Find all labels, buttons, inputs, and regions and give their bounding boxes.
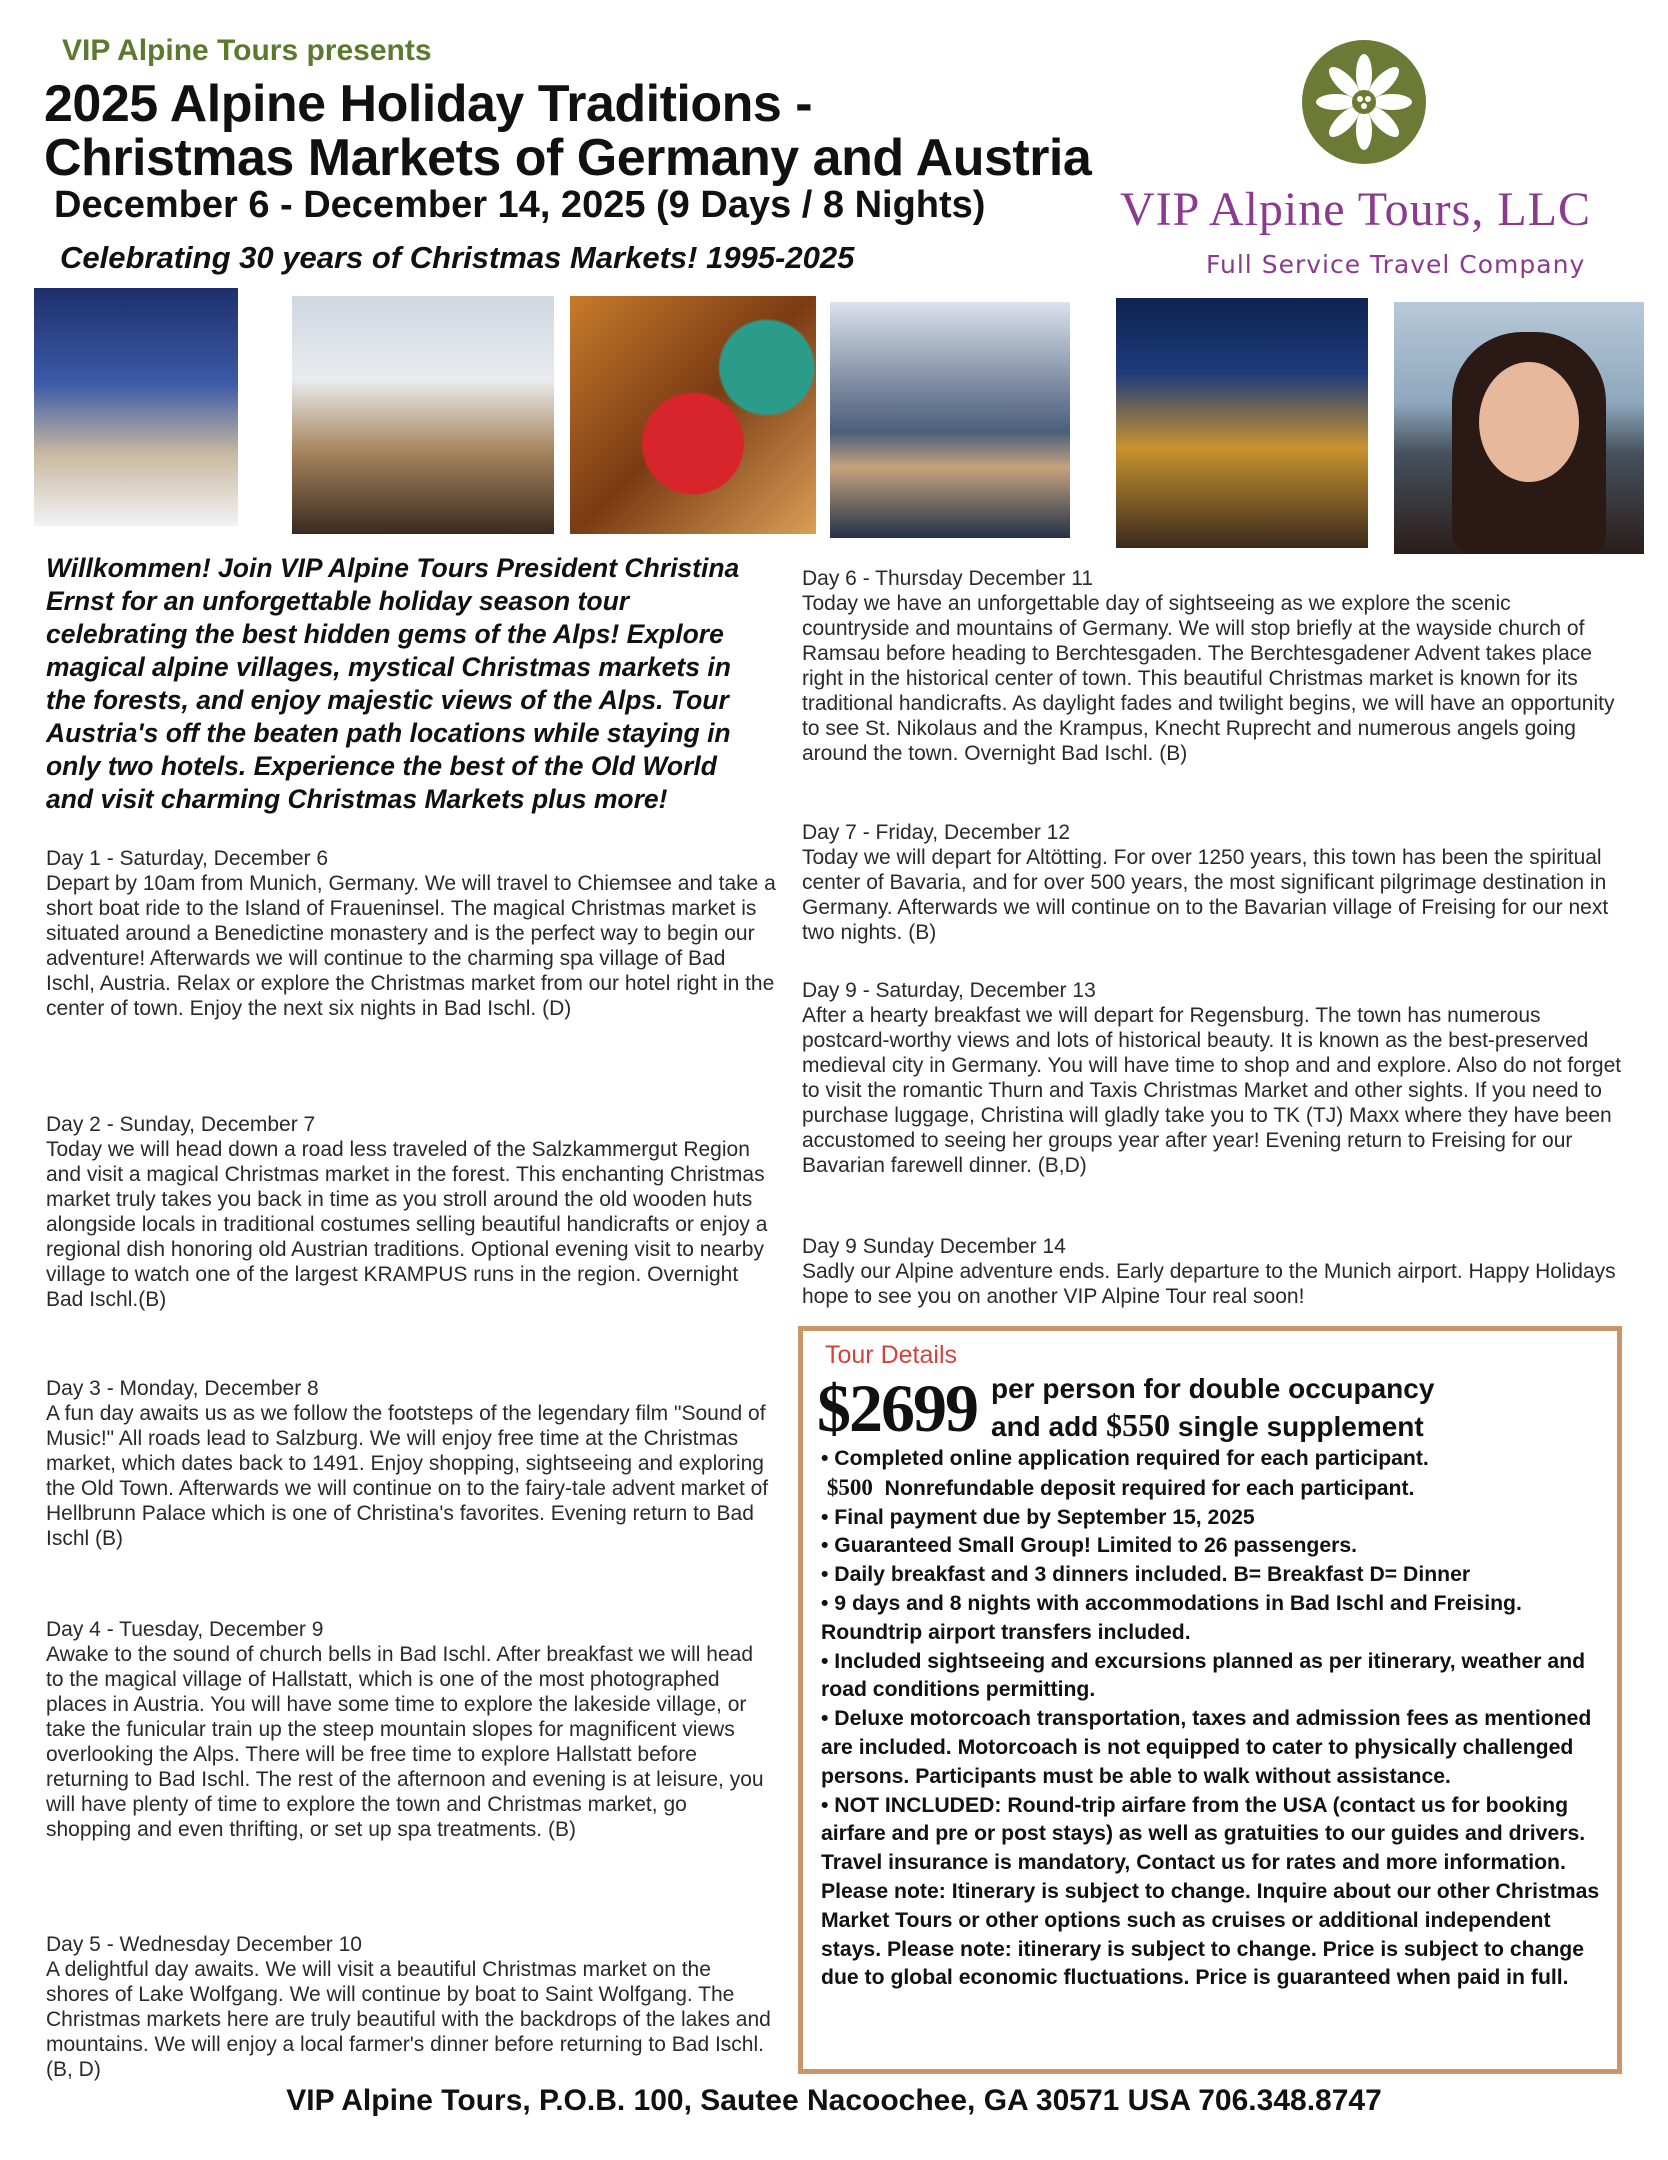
day-heading: Day 3 - Monday, December 8	[46, 1377, 319, 1400]
list-item: • NOT INCLUDED: Round-trip airfare from the USA (contact us for booking airfare and pre or post stays) as well as gratuities to our guides and drivers. Travel insurance is mandatory, Contact us for rates and more information. Please note: Itinerary is subject to change. Inquire about our other Christmas Market Tours or other options such as cruises or additional independent stays. Please note: itinerary is subject to change. Price is subject to change due to global economic fluctuations. Price is guaranteed when paid in full.	[821, 1793, 1600, 1990]
price-description: per person for double occupancy	[991, 1373, 1435, 1404]
list-item: • Completed online application required for each participant.	[821, 1447, 1429, 1470]
single-supplement-price: $550	[1106, 1407, 1171, 1443]
tour-dates: December 6 - December 14, 2025 (9 Days / 8 Nights)	[54, 184, 986, 226]
itinerary-day	[46, 1112, 776, 1312]
list-item: • Deluxe motorcoach transportation, taxes and admission fees as mentioned are included. Motorcoach is not equipped to cater to physically challenged persons. Participants must be able to walk without assistance.	[821, 1707, 1592, 1788]
list-item	[821, 1474, 1611, 1504]
footer-address: VIP Alpine Tours, P.O.B. 100, Sautee Nacoochee, GA 30571 USA 706.348.8747	[286, 2084, 1382, 2117]
deposit-text: Nonrefundable deposit required for each participant.	[884, 1476, 1415, 1500]
company-tagline: Full Service Travel Company	[1206, 250, 1586, 279]
photo-horse-sleigh-advent	[292, 296, 554, 534]
edelweiss-icon	[1302, 40, 1426, 164]
day-heading: Day 2 - Sunday, December 7	[46, 1113, 316, 1136]
day-text: Depart by 10am from Munich, Germany. We will travel to Chiemsee and take a short boat ride to the Island of Fraueninsel. The magical Christmas market is situated around a Benedictine monastery and is the perfect way to begin our adventure! Afterwards we will continue to the charming spa village of Bad Ischl, Austria. Relax or explore the Christmas market from our hotel right in the center of town. Enjoy the next six nights in Bad Ischl. (D)	[46, 872, 776, 1020]
photo-christina-portrait	[1394, 302, 1644, 554]
day-heading: Day 4 - Tuesday, December 9	[46, 1618, 324, 1641]
itinerary-day	[46, 1617, 776, 1842]
list-item: • Daily breakfast and 3 dinners included. B= Breakfast D= Dinner	[821, 1563, 1471, 1587]
day-text: Sadly our Alpine adventure ends. Early departure to the Munich airport. Happy Holidays hope to see you on another VIP Alpine Tour real soon!	[802, 1260, 1616, 1308]
itinerary-day	[46, 1376, 776, 1551]
tour-price: $2699	[817, 1370, 977, 1446]
photo-christmas-street-lights	[1116, 298, 1368, 548]
anniversary-tagline: Celebrating 30 years of Christmas Markets! 1995-2025	[60, 240, 855, 275]
day-heading: Day 9 Sunday December 14	[802, 1235, 1066, 1258]
tour-details-box	[798, 1326, 1622, 2074]
itinerary-day	[802, 820, 1622, 945]
portrait-face	[1479, 362, 1579, 482]
list-item: • 9 days and 8 nights with accommodations in Bad Ischl and Freising. Roundtrip airport transfers included.	[821, 1591, 1522, 1644]
day-text: After a hearty breakfast we will depart for Regensburg. The town has numerous postcard-worthy views and lots of historical beauty. It is known as the best-preserved medieval city in Germany. You will have time to shop and and explore. Also do not forget to visit the romantic Thurn and Taxis Christmas Market and other sights. If you need to purchase luggage, Christina will gladly take you to TK (TJ) Maxx where they have been accustomed to seeing her groups year after year! Evening return to Freising for our Bavarian farewell dinner. (B,D)	[802, 1004, 1622, 1177]
day-text: Today we will head down a road less traveled of the Salzkammergut Region and visit a magical Christmas market in the forest. This enchanting Christmas market truly takes you back in time as you stroll around the old wooden huts alongside locals in traditional costumes selling beautiful handicrafts or enjoy a regional dish honoring old Austrian traditions. Optional evening visit to nearby village to watch one of the largest KRAMPUS runs in the region. Overnight Bad Ischl.(B)	[46, 1138, 768, 1311]
tour-details-list	[821, 1445, 1611, 1993]
day-heading: Day 1 - Saturday, December 6	[46, 847, 329, 870]
presents-line: VIP Alpine Tours presents	[62, 34, 432, 67]
day-heading: Day 7 - Friday, December 12	[802, 821, 1071, 844]
day-text: Awake to the sound of church bells in Bad Ischl. After breakfast we will head to the magical village of Hallstatt, which is one of the most photographed places in Austria. You will have some time to explore the lakeside village, or take the funicular train up the steep mountain slopes for magnificent views overlooking the Alps. There will be free time to explore Hallstatt before returning to Bad Ischl. The rest of the afternoon and evening is at leisure, you will have plenty of time to explore the town and Christmas market, go shopping and even thrifting, or set up spa treatments. (B)	[46, 1643, 764, 1841]
photo-ornaments-heart	[570, 296, 816, 534]
list-item: • Guaranteed Small Group! Limited to 26 passengers.	[821, 1534, 1358, 1558]
day-heading: Day 9 - Saturday, December 13	[802, 979, 1096, 1002]
supplement-post: single supplement	[1177, 1411, 1424, 1442]
itinerary-day	[46, 846, 776, 1021]
title-line-2: Christmas Markets of Germany and Austria	[44, 129, 1092, 187]
day-text: A delightful day awaits. We will visit a beautiful Christmas market on the shores of Lake Wolfgang. We will continue by boat to Saint Wolfgang. The Christmas markets here are truly beautiful with the backdrops of the lakes and mountains. We will enjoy a local farmer's dinner before returning to Bad Ischl. (B, D)	[46, 1958, 771, 2081]
list-item: • Included sightseeing and excursions planned as per itinerary, weather and road conditions permitting.	[821, 1649, 1586, 1702]
photo-hallstatt-lake	[830, 302, 1070, 538]
supplement-line	[991, 1407, 1424, 1444]
photo-salzburg-winter	[34, 288, 238, 526]
day-heading: Day 5 - Wednesday December 10	[46, 1933, 362, 1956]
deposit-amount: $500	[826, 1474, 873, 1500]
day-text: Today we will depart for Altötting. For over 1250 years, this town has been the spiritual center of Bavaria, and for over 500 years, the most significant pilgrimage destination in Germany. Afterwards we will continue on to the Bavarian village of Freising for our next two nights. (B)	[802, 846, 1609, 944]
itinerary-day	[802, 1234, 1622, 1309]
day-text: Today we have an unforgettable day of sightseeing as we explore the scenic countryside and mountains of Germany. We will stop briefly at the wayside church of Ramsau before heading to Berchtesgaden. The Berchtesgadener Advent takes place right in the historical center of town. This beautiful Christmas market is known for its traditional handicrafts. As daylight fades and twilight begins, we will have an opportunity to see St. Nikolaus and the Krampus, Knecht Ruprecht and numerous angels going around the town. Overnight Bad Ischl. (B)	[802, 592, 1615, 765]
tour-details-label: Tour Details	[825, 1341, 957, 1369]
intro-paragraph: Willkommen! Join VIP Alpine Tours President Christina Ernst for an unforgettable holiday season tour celebrating the best hidden gems of the Alps! Explore magical alpine villages, mystical Christmas markets in the forests, and enjoy majestic views of the Alps. Tour Austria's off the beaten path locations while staying in only two hotels. Experience the best of the Old World and visit charming Christmas Markets plus more!	[46, 553, 740, 814]
itinerary-day	[46, 1932, 776, 2082]
title-line-1: 2025 Alpine Holiday Traditions -	[44, 75, 813, 133]
day-text: A fun day awaits us as we follow the footsteps of the legendary film "Sound of Music!" All roads lead to Salzburg. We will enjoy free time at the Christmas market, which dates back to 1491. Enjoy shopping, sightseeing and exploring the Old Town. Afterwards we will continue on to the fairy-tale advent market of Hellbrunn Palace which is one of Christina's favorites. Evening return to Bad Ischl (B)	[46, 1402, 769, 1550]
itinerary-day	[802, 566, 1622, 766]
company-name: VIP Alpine Tours, LLC	[1120, 183, 1591, 236]
day-heading: Day 6 - Thursday December 11	[802, 567, 1094, 590]
itinerary-day	[802, 978, 1622, 1178]
supplement-pre: and add	[991, 1411, 1099, 1442]
list-item: • Final payment due by September 15, 2025	[821, 1505, 1255, 1529]
